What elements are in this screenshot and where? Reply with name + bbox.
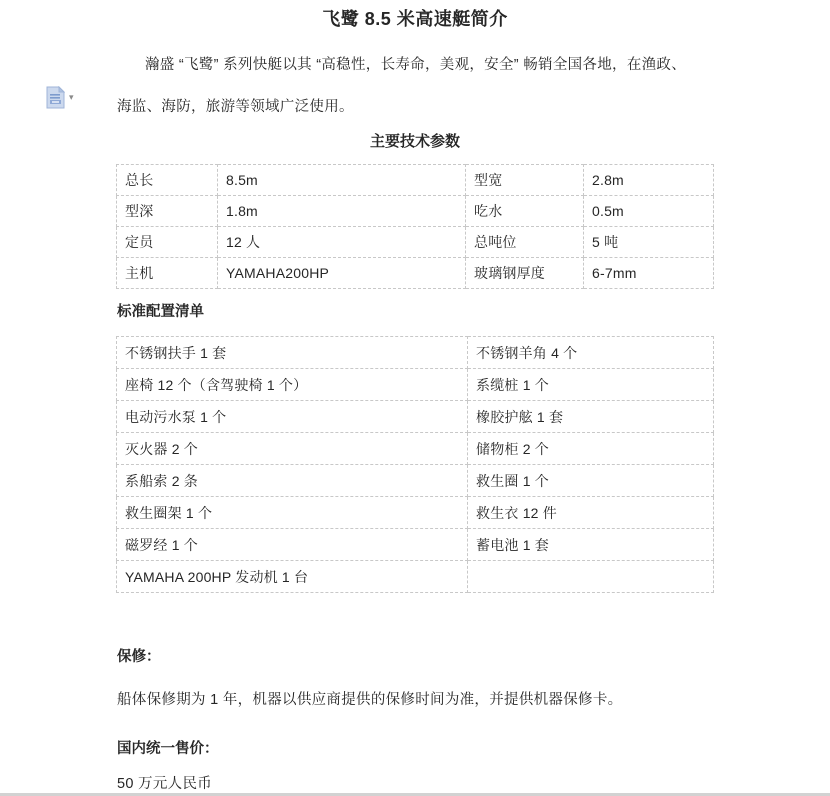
table-cell: 橡胶护舷 1 套	[468, 401, 714, 433]
table-cell: 型深	[117, 196, 218, 227]
table-row	[117, 433, 714, 465]
table-cell: 12 人	[218, 227, 466, 258]
table-cell: 1.8m	[218, 196, 466, 227]
paste-document-icon	[46, 86, 65, 109]
table-cell: YAMAHA200HP	[218, 258, 466, 289]
table-cell: 6-7mm	[584, 258, 714, 289]
table-cell: 不锈钢羊角 4 个	[468, 337, 714, 369]
config-section-heading: 标准配置清单	[117, 304, 204, 320]
table-cell: 主机	[117, 258, 218, 289]
table-row	[117, 227, 714, 258]
table-cell: 吃水	[466, 196, 584, 227]
table-cell: 系船索 2 条	[117, 465, 468, 497]
table-cell: 总长	[117, 165, 218, 196]
table-cell: 5 吨	[584, 227, 714, 258]
intro-line-1: 瀚盛 “飞鹭” 系列快艇以其 “高稳性，长寿命，美观，安全” 畅销全国各地，在渔政、	[145, 57, 687, 73]
table-cell: 救生衣 12 件	[468, 497, 714, 529]
table-row	[117, 465, 714, 497]
warranty-heading: 保修：	[117, 649, 161, 665]
table-cell: 救生圈架 1 个	[117, 497, 468, 529]
table-row	[117, 258, 714, 289]
intro-line-2: 海监、海防，旅游等领域广泛使用。	[117, 99, 354, 115]
table-cell: 总吨位	[466, 227, 584, 258]
table-cell: 型宽	[466, 165, 584, 196]
table-cell: 玻璃钢厚度	[466, 258, 584, 289]
table-cell: 8.5m	[218, 165, 466, 196]
table-cell: 灭火器 2 个	[117, 433, 468, 465]
table-cell: 磁罗经 1 个	[117, 529, 468, 561]
table-cell: 电动污水泵 1 个	[117, 401, 468, 433]
table-row	[117, 196, 714, 227]
tech-section-heading: 主要技术参数	[369, 133, 460, 150]
table-cell: 2.8m	[584, 165, 714, 196]
table-cell: 救生圈 1 个	[468, 465, 714, 497]
table-cell: 蓄电池 1 套	[468, 529, 714, 561]
config-list-table	[116, 336, 714, 593]
warranty-text: 船体保修期为 1 年，机器以供应商提供的保修时间为准，并提供机器保修卡。	[117, 692, 623, 708]
intro-paragraph	[117, 44, 717, 128]
tech-specs-table	[116, 164, 714, 289]
table-cell: 储物柜 2 个	[468, 433, 714, 465]
table-cell: 定员	[117, 227, 218, 258]
price-text: 50 万元人民币	[117, 776, 213, 792]
dropdown-arrow-icon[interactable]: ▾	[69, 91, 74, 102]
table-cell: 座椅 12 个（含驾驶椅 1 个）	[117, 369, 468, 401]
table-row	[117, 561, 714, 593]
table-row	[117, 529, 714, 561]
table-row	[117, 497, 714, 529]
table-cell	[468, 561, 714, 593]
table-cell: 0.5m	[584, 196, 714, 227]
table-row	[117, 165, 714, 196]
table-row	[117, 369, 714, 401]
paste-options-button[interactable]	[42, 82, 82, 112]
page-title: 飞鹭 8.5 米高速艇简介	[322, 9, 508, 29]
table-cell: 系缆桩 1 个	[468, 369, 714, 401]
table-cell: YAMAHA 200HP 发动机 1 台	[117, 561, 468, 593]
table-row	[117, 337, 714, 369]
table-cell: 不锈钢扶手 1 套	[117, 337, 468, 369]
price-heading: 国内统一售价：	[117, 741, 219, 757]
table-row	[117, 401, 714, 433]
